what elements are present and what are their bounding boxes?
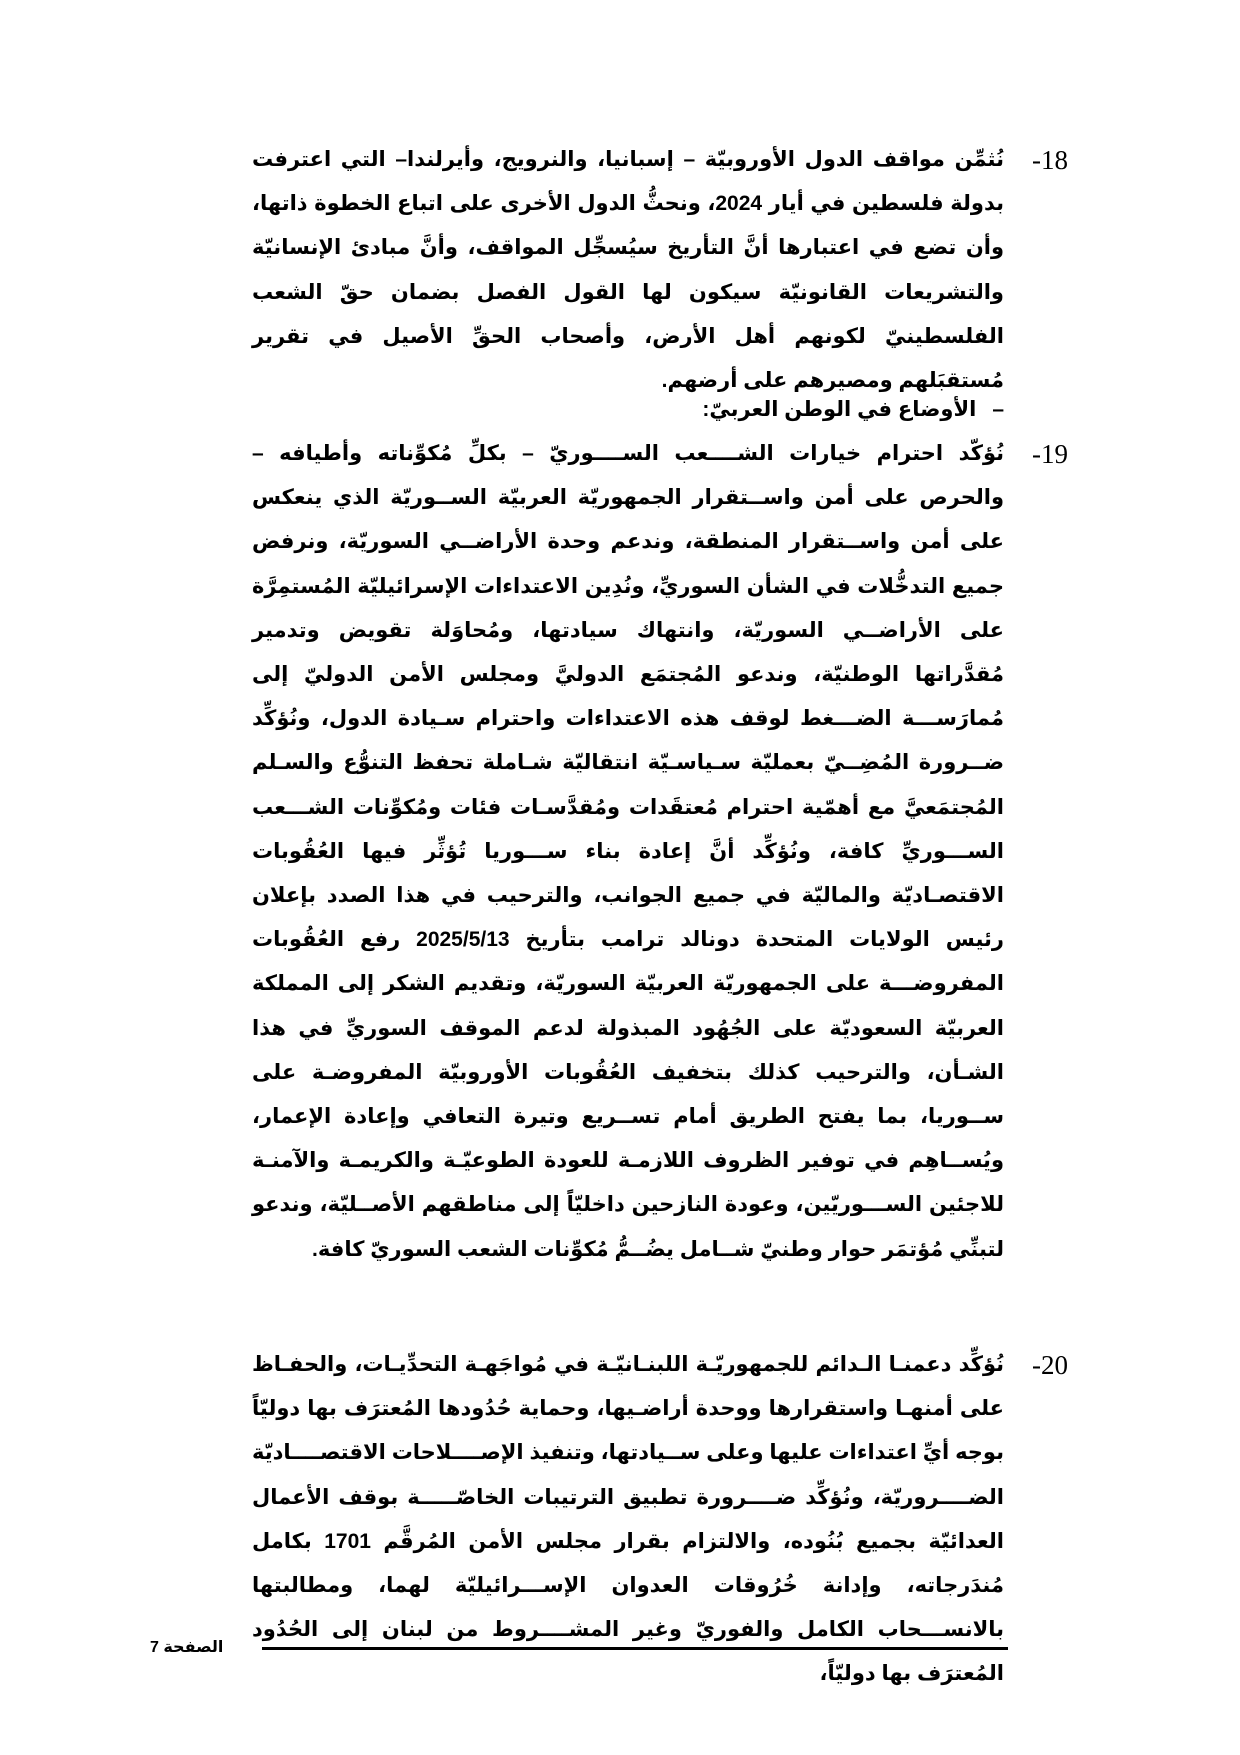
paragraph-20: نُؤكِّد دعمنـا الـدائم للجمهوريّـة اللبنـانيّـة في مُواجَهـة التحدِّيـات، والحفـاظ على أمنهـا واستقرارها ووحدة أراضـيها، وحماية حُدُودها المُعترَف بها دوليّاً بوجه أيِّ اعتداءات عليها وعلى ســيادتها، وتنفيذ الإصــــلاحات الاقتصــــاديّة الضــــروريّة، ونُؤكِّد ضــــرورة تطبيق الترتيبات الخاصّـــــة بوقف الأعمال العدائيّة بجميع بُنُوده، والالتزام بقرار مجلس الأمن المُرقَّم 1701 بكامل مُندَرجاته، وإدانة خُرُوقات العدوان الإســـرائيليّة لهما، ومطالبتها بالانســـحاب الكامل والفوريّ وغير المشــــروط من لبنان إلى الحُدُود المُعترَف بها دوليّاً، <box>252 1353 1004 1686</box>
item-number-19: -19 <box>1032 439 1068 469</box>
footer-divider <box>262 1647 1008 1650</box>
page-number: الصفحة 7 <box>150 1639 224 1656</box>
paragraph-18: نُثمِّن مواقف الدول الأوروبيّة – إسبانيا، والنرويج، وأيرلندا– التي اعترفت بدولة فلسطين في أيار 2024، ونحثُّ الدول الأخرى على اتباع الخطوة ذاتها، وأن تضع في اعتبارها أنَّ التأريخ سيُسجِّل المواقف، وأنَّ مبادئ الإنسانيّة والتشريعات القانونيّة سيكون لها القول الفصل بضمان حقّ الشعب الفلسطينيّ لكونهم أهل الأرض، وأصحاب الحقِّ الأصيل في تقرير مُستقبَلهم ومصيرهم على أرضهم. <box>252 148 1004 393</box>
item-number-20: -20 <box>1032 1350 1068 1380</box>
item-number-18: -18 <box>1032 145 1068 175</box>
section-heading-text: الأوضاع في الوطن العربيّ: <box>702 398 977 421</box>
paragraph-19: نُؤكّد احترام خيارات الشــــعب الســــوريّ – بكلِّ مُكوِّناته وأطيافه – والحرص على أمن واســتقرار الجمهوريّة العربيّة الســوريّة الذي ينعكس على أمن واســتقرار المنطقة، وندعم وحدة الأراضــي السوريّة، ونرفض جميع التدخُّلات في الشأن السوريِّ، ونُدِين الاعتداءات الإسرائيليّة المُستمِرَّة على الأراضــي السوريّة، وانتهاك سيادتها، ومُحاوَلة تقويض وتدمير مُقدَّراتها الوطنيّة، وندعو المُجتمَع الدوليَّ ومجلس الأمن الدوليّ إلى مُمارَســـة الضـــغط لوقف هذه الاعتداءات واحترام سـيادة الدول، ونُؤكِّد ضــرورة المُضِــيّ بعمليّة سـياسـيّة انتقاليّة شـاملة تحفظ التنوُّع والسـلم المُجتمَعيَّ مع أهمّية احترام مُعتقَدات ومُقدَّسـات فئات ومُكوِّنات الشـــعب الســـوريِّ كافة، ونُؤكِّد أنَّ إعادة بناء ســـوريا تُؤثِّر فيها العُقُوبات الاقتصـاديّة والماليّة في جميع الجوانب، والترحيب في هذا الصدد بإعلان رئيس الولايات المتحدة دونالد ترامب بتأريخ 2025/5/13 رفع العُقُوبات المفروضـــة على الجمهوريّة العربيّة السوريّة، وتقديم الشكر إلى المملكة العربيّة السعوديّة على الجُهُود المبذولة لدعم الموقف السوريِّ في هذا الشـأن، والترحيب كذلك بتخفيف العُقُوبات الأوروبيّة المفروضـة على ســوريا، بما يفتح الطريق أمام تســريع وتيرة التعافي وإعادة الإعمار، ويُســاهِم في توفير الظروف اللازمـة للعودة الطوعيّـة والكريمـة والآمنـة للاجئين الســـوريّين، وعودة النازحين داخليّاً إلى مناطقهم الأصــليّة، وندعو لتبنِّي مُؤتمَر حوار وطنيّ شــامل يضُــمُّ مُكوِّنات الشعب السوريّ كافة. <box>252 442 1004 1261</box>
heading-dash: – <box>992 398 1004 421</box>
section-heading-arab-world <box>702 388 1004 432</box>
